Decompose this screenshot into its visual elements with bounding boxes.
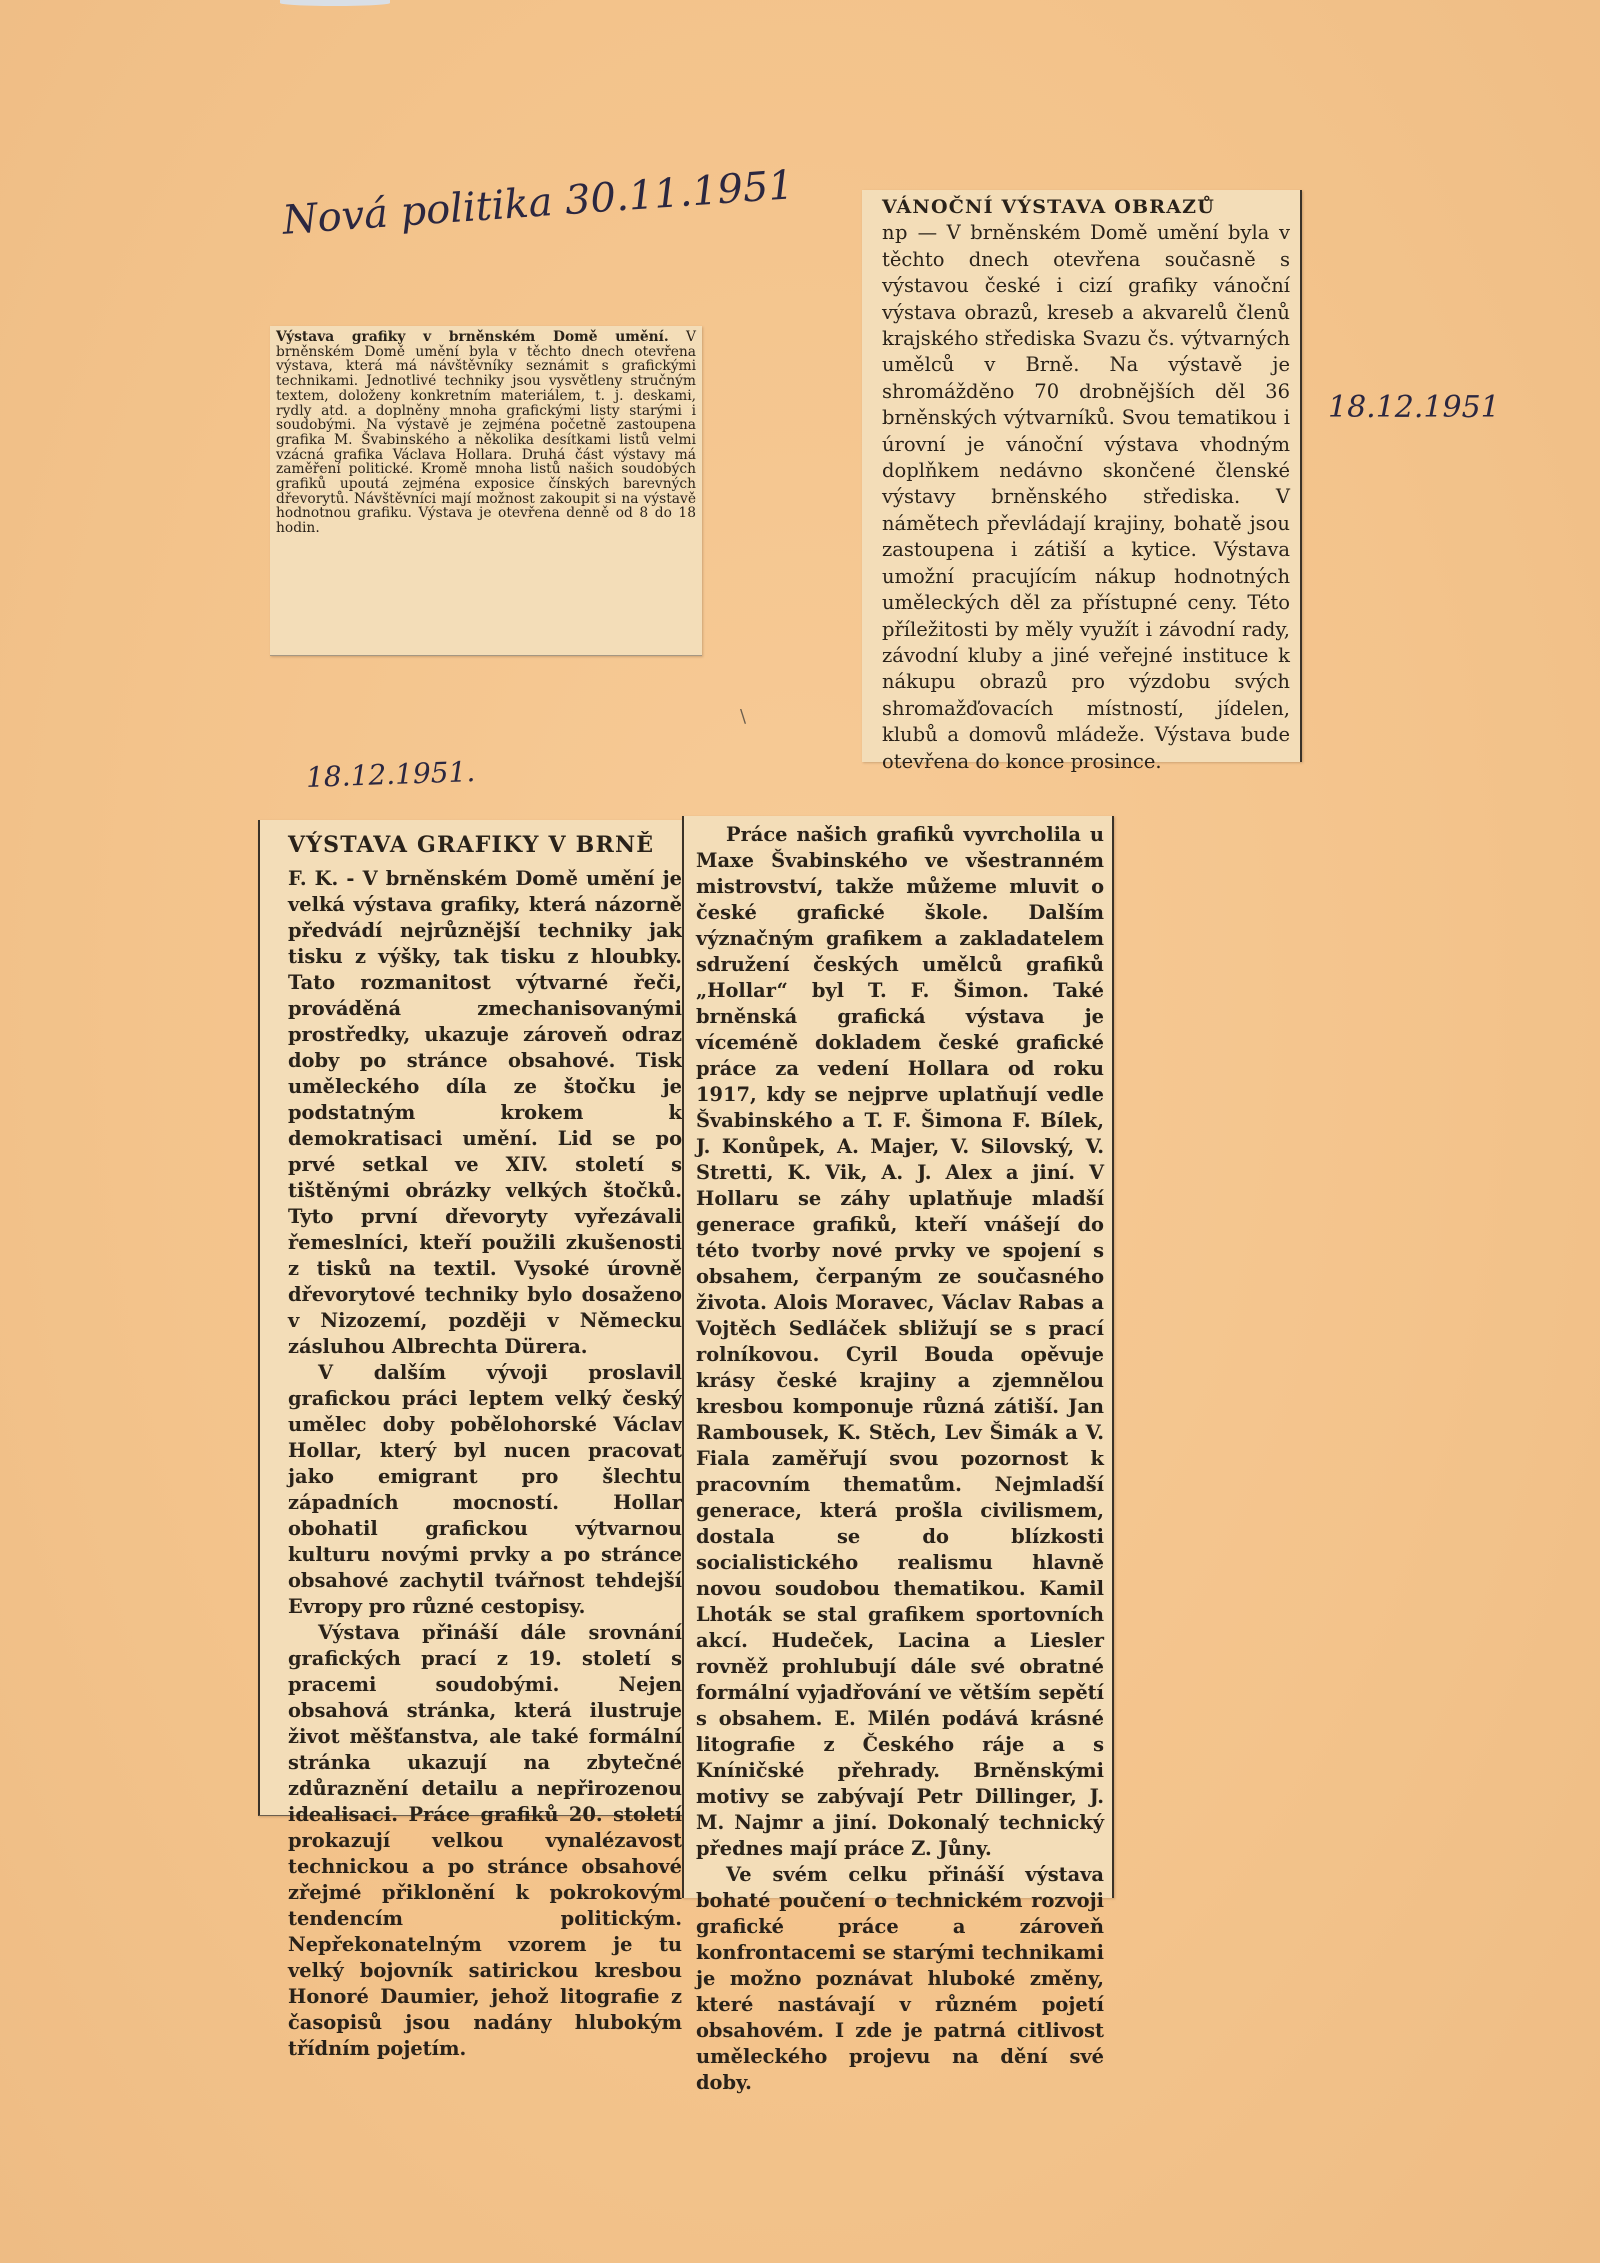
stray-mark: \ — [740, 706, 747, 727]
clipping-headline: VÝSTAVA GRAFIKY V BRNĚ — [288, 832, 655, 858]
clipping-headline: VÁNOČNÍ VÝSTAVA OBRAZŮ — [882, 196, 1216, 218]
handwritten-source-note: Nová politika 30.11.1951 — [281, 162, 796, 244]
paragraph: Ve svém celku přináší výstava bohaté poučení o technickém rozvoji grafické práce a zároveň konfrontacemi se starými technikami je možno poznávat hluboké změny, které nastávají v různém pojetí obsahovém. I zde je patrná citlivost uměleckého projevu na dění své doby. — [696, 1863, 1104, 2094]
clipping-text — [276, 330, 696, 536]
clipping-lead: Výstava grafiky v brněnském Domě umění. — [276, 329, 669, 345]
handwritten-date-right: 18.12.1951 — [1328, 390, 1500, 425]
clipping-graphics-exhibition-short — [270, 326, 702, 656]
paragraph: Výstava přináší dále srovnání grafických prací z 19. století s pracemi soudobými. Nejen obsahová stránka, která ilustruje život měšťanstva, ale také formální stránka ukazují na zbytečné zdůraznění detailu a nepřirozenou idealisaci. Práce grafiků 20. století prokazují velkou vynalézavost technickou a po stránce obsahové zřejmé přiklonění k pokrokovým tendencím politickým. Nepřekonatelným vzorem je tu velký bojovník satirickou kresbou Honoré Daumier, jehož litografie z časopisů jsou nadány hlubokým třídním pojetím. — [288, 1621, 682, 2060]
paragraph: V dalším vývoji proslavil grafickou práci leptem velký český umělec doby pobělohorské Václav Hollar, který byl nucen pracovat jako emigrant pro šlechtu západních mocností. Hollar obohatil grafickou výtvarnou kulturu novými prvky a po stránce obsahové zachytil tvářnost tehdejší Evropy pro různé cestopisy. — [288, 1361, 682, 1618]
clipping-christmas-exhibition — [862, 190, 1302, 773]
paragraph: Práce našich grafiků vyvrcholila u Maxe Švabinského ve všestranném mistrovství, takže můžeme mluvit o české grafické škole. Dalším význačným grafikem a zakladatelem sdružení českých umělců grafiků „Hollar“ byl T. F. Šimon. Také brněnská grafická výstava je víceméně dokladem české grafické práce za vedení Hollara od roku 1917, kdy se nejprve uplatňují vedle Švabinského a T. F. Šimona F. Bílek, J. Konůpek, A. Majer, V. Silovský, V. Stretti, K. Vik, A. J. Alex a jiní. V Hollaru se záhy uplatňuje mladší generace grafiků, kteří vnášejí do této tvorby nové prvky ve spojení s obsahem, čerpaným ze současného života. Alois Moravec, Václav Rabas a Vojtěch Sedláček sbližují se s prací rolníkovou. Cyril Bouda opěvuje krásy české krajiny a zjemnělou kresbou komponuje různá zátiší. Jan Rambousek, K. Stěch, Lev Šimák a V. Fiala zaměřují svou pozornost k pracovním thematům. Nejmladší generace, která prošla civilismem, dostala se do blízkosti socialistického realismu hlavně novou soudobou thematikou. Kamil Lhoták se stal grafikem sportovních akcí. Hudeček, Lacina a Liesler rovněž prohlubují dále své obratné formální vyjadřování ve větším sepětí s obsahem. E. Milén podává krásné litografie z Českého ráje a s Kníničské přehrady. Brněnskými motivy se zabývají Petr Dillinger, J. M. Najmr a jiní. Dokonalý technický přednes mají práce Z. Jůny. — [696, 823, 1104, 1860]
torn-edge — [280, 0, 390, 6]
author-signature: np — [882, 221, 909, 245]
handwritten-date-left: 18.12.1951. — [305, 755, 476, 794]
clipping-graphics-exhibition-col1 — [258, 820, 688, 2060]
clipping-text — [882, 220, 1290, 775]
paragraph: F. K. - V brněnském Domě umění je velká výstava grafiky, která názorně předvádí nejrůznější techniky jak tisku z výšky, tak tisku z hloubky. Tato rozmanitost výtvarné řeči, prováděná zmechanisovanými prostředky, ukazuje zároveň odraz doby po stránce obsahové. Tisk uměleckého díla ze štočku je podstatným krokem k demokratisaci umění. Lid se po prvé setkal ve XIV. století s tištěnými obrázky velkých štočků. Tyto první dřevoryty vyřezávali řemeslníci, kteří použili zkušenosti z tisků na textil. Vysoké úrovně dřevorytové techniky bylo dosaženo v Nizozemí, později v Německu zásluhou Albrechta Dürera. — [288, 867, 682, 1358]
clipping-body: V brněnském Domě umění byla v těchto dnech otevřena výstava, která má návštěvníky seznámit s grafickými technikami. Jednotlivé techniky jsou vysvětleny stručným textem, doloženy konkretním materiálem, t. j. deskami, rydly atd. a doplněny mnoha grafickými listy starými i soudobými. Na výstavě je zejména početně zastoupena grafika M. Švabinského a několika desítkami listů velmi vzácná grafika Václava Hollara. Druhá část výstavy má zaměření politické. Kromě mnoha listů našich soudobých grafiků upoutá zejména exposice čínských barevných dřevorytů. Návštěvníci mají možnost zakoupit si na výstavě hodnotnou grafiku. Výstava je otevřena denně od 8 do 18 hodin. — [276, 329, 696, 537]
clipping-body: — V brněnském Domě umění byla v těchto dnech otevřena současně s výstavou české i cizí grafiky vánoční výstava obrazů, kreseb a akvarelů členů krajského střediska Svazu čs. výtvarných umělců v Brně. Na výstavě je shromážděno 70 drobnějších děl 36 brněnských výtvarníků. Svou tematikou i úrovní je vánoční výstava vhodným doplňkem nedávno skončené členské výstavy brněnského střediska. V námětech převládají krajiny, bohatě jsou zastoupena i zátiší a kytice. Výstava umožní pracujícím nákup hodnotných uměleckých děl za přístupné ceny. Této příležitosti by měly využít i závodní rady, závodní kluby a jiné veřejné instituce k nákupu obrazů pro výzdobu svých shromažďovacích místností, jídelen, klubů a domovů mládeže. Výstava bude otevřena do konce prosince. — [882, 221, 1290, 773]
clipping-graphics-exhibition-col2 — [682, 816, 1114, 2094]
